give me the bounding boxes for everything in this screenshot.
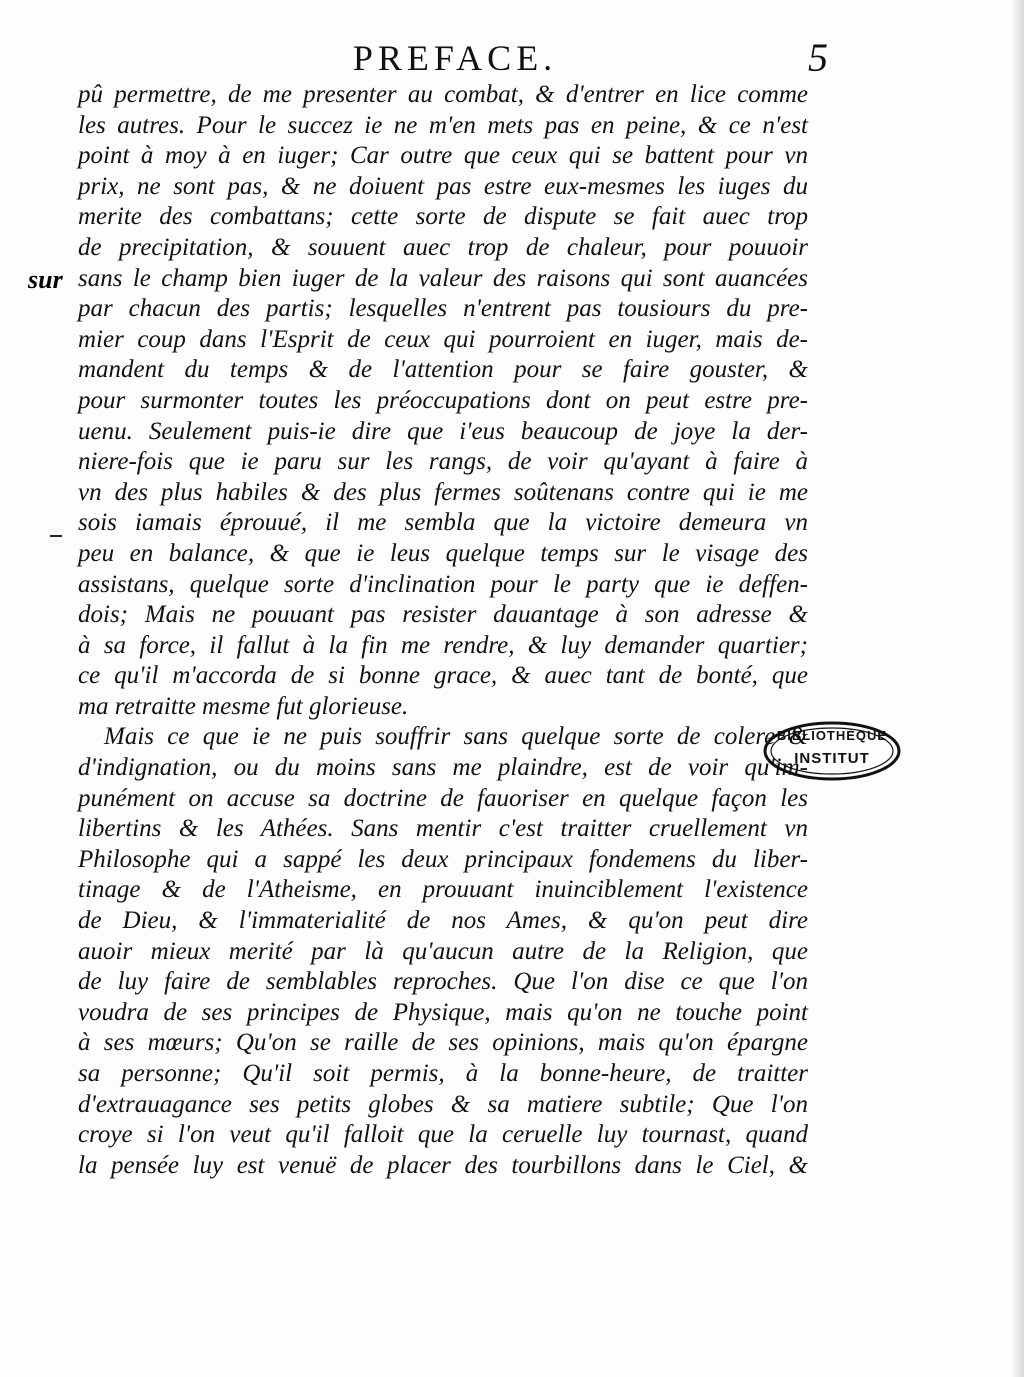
text-line: d'indignation, ou du moins sans me plaindre, est de voir qu'im- (78, 754, 808, 782)
text-line: de Dieu, & l'immaterialité de nos Ames, & qu'on peut dire (78, 907, 808, 935)
text-line: uenu. Seulement puis-ie dire que i'eus beaucoup de joye la der- (78, 417, 808, 445)
text-line: la pensée luy est venuë de placer des tourbillons dans le Ciel, & (78, 1151, 808, 1179)
text-line: assistans, quelque sorte d'inclination pour le party que ie deffen- (78, 570, 808, 598)
text-line: sa personne; Qu'il soit permis, à la bonne-heure, de traitter (78, 1060, 808, 1087)
body-text (78, 80, 808, 1181)
text-line: pû permettre, de me presenter au combat, & d'entrer en lice comme (78, 81, 808, 108)
handwritten-margin-note: sur (28, 265, 63, 294)
text-line: tinage & de l'Atheisme, en prouuant inuinciblement l'existence (78, 876, 808, 904)
text-line: merite des combattans; cette sorte de dispute se fait auec trop (78, 203, 808, 231)
running-title: PREFACE. (352, 38, 558, 78)
text-line: d'extrauagance ses petits globes & sa matiere subtile; Que l'on (78, 1090, 808, 1118)
paragraph-last-line: ma retraitte mesme fut glorieuse. (78, 692, 409, 720)
stamp-text-bottom: INSTITUT (794, 750, 870, 767)
text-line: peu en balance, & que ie leus quelque temps sur le visage des (78, 539, 808, 567)
text-line: prix, ne sont pas, & ne doiuent pas estre eux-mesmes les iuges du (78, 172, 808, 200)
text-line: Philosophe qui a sappé les deux principaux fondemens du liber- (78, 845, 808, 873)
text-line: à sa force, il fallut à la fin me rendre, & luy demander quartier; (78, 631, 808, 659)
page-edge-shadow (1010, 0, 1024, 1377)
text-line: sois iamais éprouué, il me sembla que la victoire demeura vn (78, 509, 808, 537)
stamp-text-top: BIBLIOTHÈQUE (776, 728, 888, 743)
text-line: voudra de ses principes de Physique, mais qu'on ne touche point (78, 998, 808, 1026)
text-line: mandent du temps & de l'attention pour se faire gouster, & (78, 356, 808, 384)
text-line: punément on accuse sa doctrine de fauoriser en quelque façon les (78, 784, 808, 812)
text-line: niere-fois que ie paru sur les rangs, de voir qu'ayant à faire à (78, 448, 808, 476)
text-line: auoir mieux merité par là qu'aucun autre de la Religion, que (78, 937, 808, 965)
text-line: par chacun des partis; lesquelles n'entrent pas tousiours du pre- (78, 295, 808, 323)
text-line: de luy faire de semblables reproches. Que l'on dise ce que l'on (78, 968, 808, 996)
text-line: vn des plus habiles & des plus fermes soûtenans contre qui ie me (78, 478, 808, 506)
text-line: sans le champ bien iuger de la valeur des raisons qui sont auancées (78, 264, 808, 292)
page-number: 5 (808, 35, 828, 80)
text-line: mier coup dans l'Esprit de ceux qui pourroient en iuger, mais de- (78, 325, 808, 353)
text-line: dois; Mais ne pouuant pas resister dauantage à son adresse & (78, 601, 808, 629)
text-line: point à moy à en iuger; Car outre que ceux qui se battent pour vn (78, 142, 808, 170)
paragraph-first-line: Mais ce que ie ne puis souffrir sans quelque sorte de colere & (104, 723, 808, 751)
text-line: à ses mœurs; Qu'on se raille de ses opinions, mais qu'on épargne (78, 1029, 808, 1057)
text-line: les autres. Pour le succez ie ne m'en mets pas en peine, & ce n'est (78, 111, 808, 139)
text-line: pour surmonter toutes les préoccupations dont on peut estre pre- (78, 386, 808, 414)
text-line: de precipitation, & souuent auec trop de chaleur, pour pouuoir (78, 233, 808, 261)
library-stamp (762, 720, 902, 782)
margin-mark (50, 535, 62, 537)
text-line: ce qu'il m'accorda de si bonne grace, & auec tant de bonté, que (78, 662, 808, 690)
text-line: croye si l'on veut qu'il falloit que la ceruelle luy tournast, quand (78, 1121, 808, 1149)
text-line: libertins & les Athées. Sans mentir c'est traitter cruellement vn (78, 815, 808, 843)
